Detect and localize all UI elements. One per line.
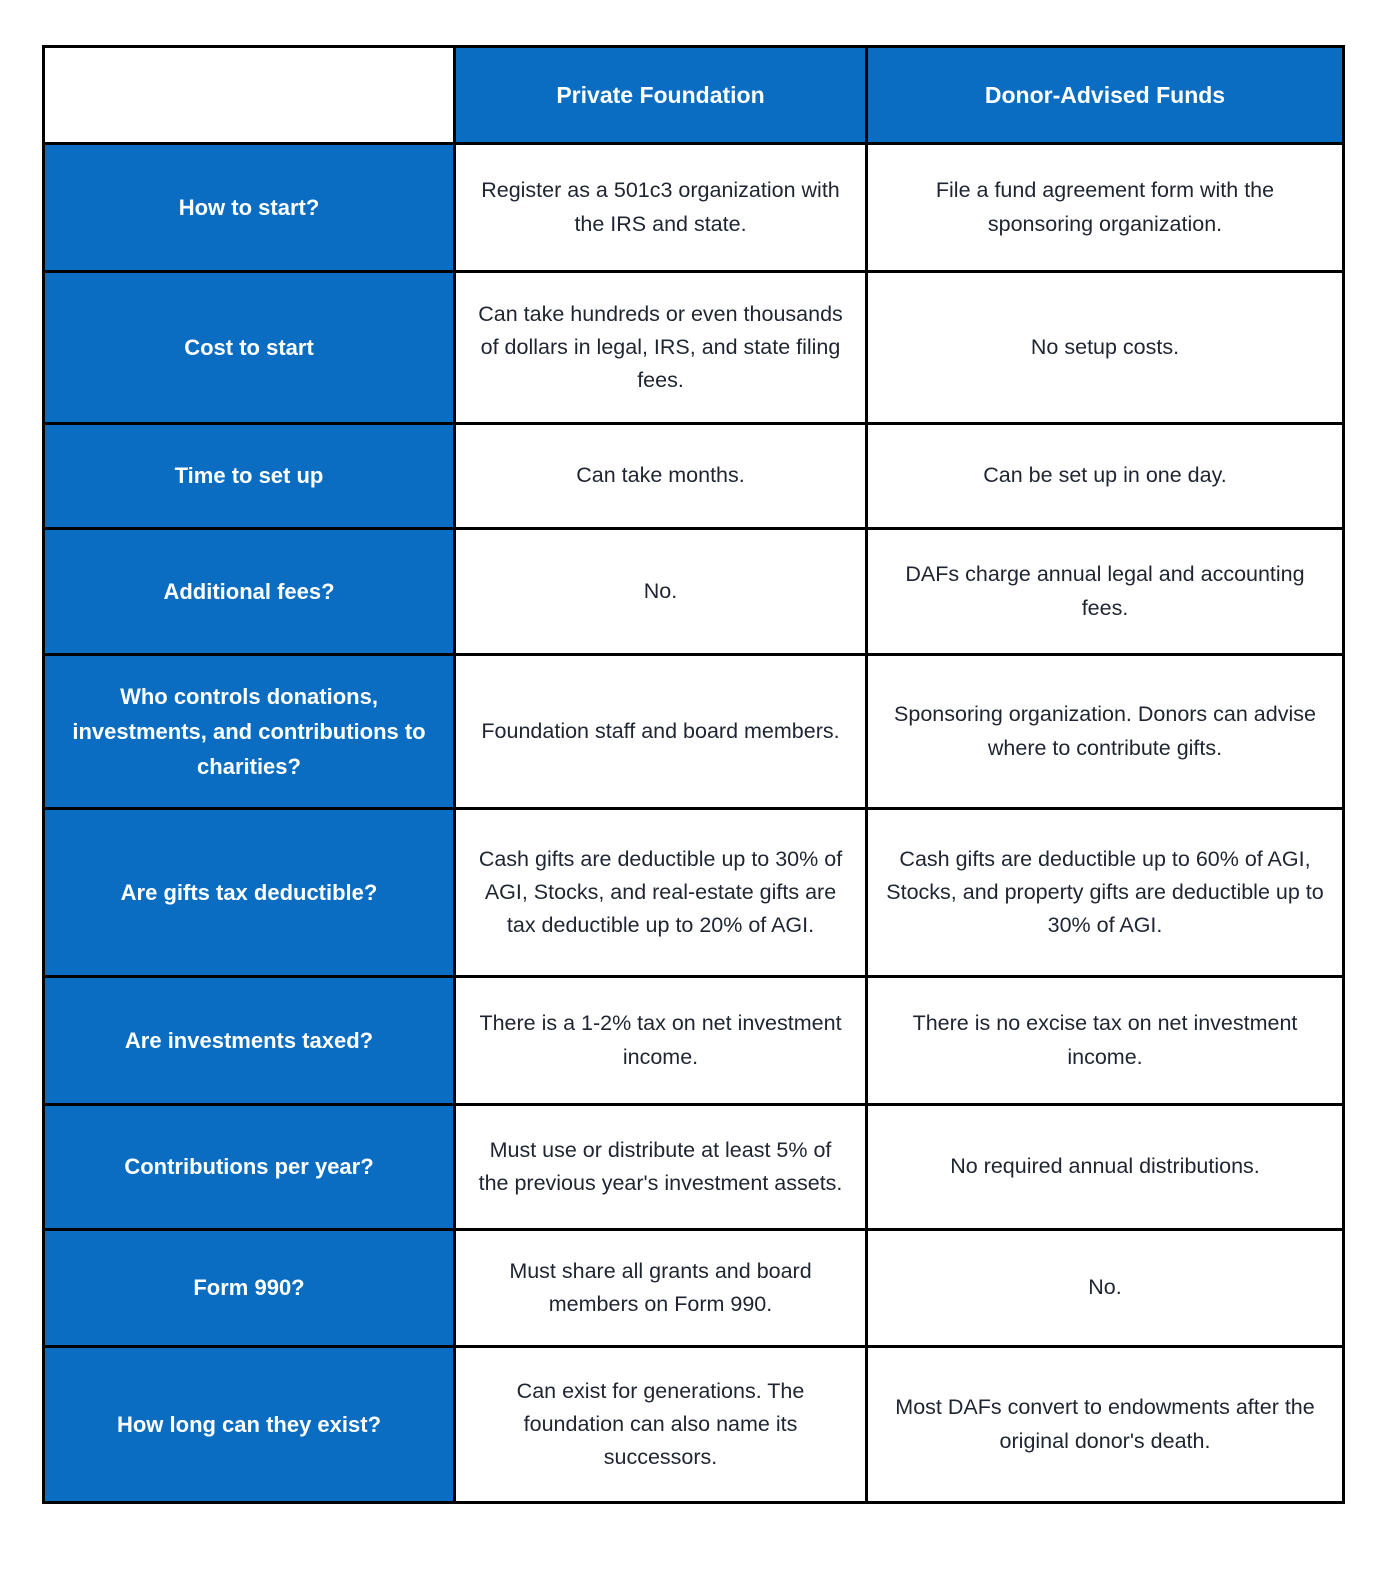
table-row-form-990 — [44, 1230, 1344, 1347]
table-row-time-to-set-up — [44, 424, 1344, 529]
row-label: Time to set up — [44, 424, 455, 529]
private-foundation-cell: No. — [455, 529, 867, 655]
table-row-who-controls — [44, 655, 1344, 809]
row-label: Cost to start — [44, 272, 455, 424]
header-row — [44, 47, 1344, 144]
table-row-contributions-per-year — [44, 1105, 1344, 1230]
column-header-private-foundation: Private Foundation — [455, 47, 867, 144]
row-label: Are gifts tax deductible? — [44, 809, 455, 977]
row-label: How long can they exist? — [44, 1347, 455, 1503]
private-foundation-cell: Cash gifts are deductible up to 30% of AGI, Stocks, and real-estate gifts are tax deductible up to 20% of AGI. — [455, 809, 867, 977]
table-row-how-long-exist — [44, 1347, 1344, 1503]
table-row-investments-taxed — [44, 977, 1344, 1105]
row-label: Contributions per year? — [44, 1105, 455, 1230]
table-row-how-to-start — [44, 144, 1344, 272]
row-label: Are investments taxed? — [44, 977, 455, 1105]
row-label: How to start? — [44, 144, 455, 272]
donor-advised-funds-cell: DAFs charge annual legal and accounting fees. — [867, 529, 1344, 655]
private-foundation-cell: Can take hundreds or even thousands of dollars in legal, IRS, and state filing fees. — [455, 272, 867, 424]
private-foundation-cell: Can take months. — [455, 424, 867, 529]
column-header-donor-advised-funds: Donor-Advised Funds — [867, 47, 1344, 144]
donor-advised-funds-cell: No required annual distributions. — [867, 1105, 1344, 1230]
donor-advised-funds-cell: Can be set up in one day. — [867, 424, 1344, 529]
private-foundation-cell: There is a 1-2% tax on net investment income. — [455, 977, 867, 1105]
donor-advised-funds-cell: No setup costs. — [867, 272, 1344, 424]
private-foundation-cell: Register as a 501c3 organization with the IRS and state. — [455, 144, 867, 272]
donor-advised-funds-cell: No. — [867, 1230, 1344, 1347]
private-foundation-cell: Must share all grants and board members on Form 990. — [455, 1230, 867, 1347]
donor-advised-funds-cell: There is no excise tax on net investment income. — [867, 977, 1344, 1105]
table-row-additional-fees — [44, 529, 1344, 655]
donor-advised-funds-cell: Cash gifts are deductible up to 60% of AGI, Stocks, and property gifts are deductible up to 30% of AGI. — [867, 809, 1344, 977]
row-label: Who controls donations, investments, and contributions to charities? — [44, 655, 455, 809]
private-foundation-cell: Must use or distribute at least 5% of the previous year's investment assets. — [455, 1105, 867, 1230]
donor-advised-funds-cell: Sponsoring organization. Donors can advise where to contribute gifts. — [867, 655, 1344, 809]
table-row-cost-to-start — [44, 272, 1344, 424]
table-row-gifts-tax-deductible — [44, 809, 1344, 977]
corner-cell — [44, 47, 455, 144]
private-foundation-cell: Can exist for generations. The foundation can also name its successors. — [455, 1347, 867, 1503]
donor-advised-funds-cell: File a fund agreement form with the sponsoring organization. — [867, 144, 1344, 272]
comparison-table — [42, 45, 1345, 1504]
donor-advised-funds-cell: Most DAFs convert to endowments after the original donor's death. — [867, 1347, 1344, 1503]
row-label: Additional fees? — [44, 529, 455, 655]
private-foundation-cell: Foundation staff and board members. — [455, 655, 867, 809]
row-label: Form 990? — [44, 1230, 455, 1347]
